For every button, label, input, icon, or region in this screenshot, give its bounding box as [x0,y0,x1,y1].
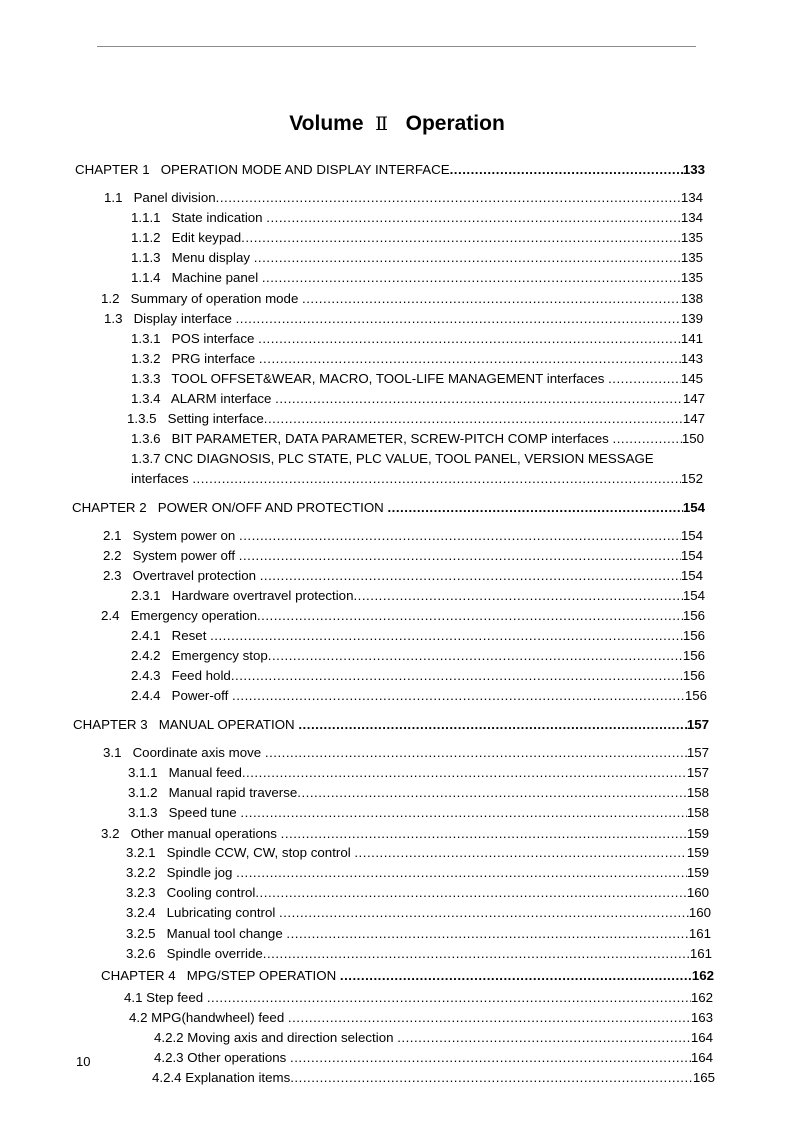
toc-entry-page: 157 [686,765,709,780]
toc-entry[interactable] [131,208,703,228]
toc-entry-page: 154 [682,588,705,603]
toc-leader-dots [397,1028,691,1048]
toc-entry[interactable] [103,566,703,586]
toc-entry[interactable] [131,586,705,606]
toc-entry-label: 1.3 Display interface [104,311,236,326]
toc-leader-dots [275,389,683,409]
toc-leader-dots [608,369,681,389]
toc-entry-label: 3.1.2 Manual rapid traverse [128,785,298,800]
toc-chapter-entry[interactable] [73,715,709,735]
toc-leader-dots [298,715,686,735]
toc-leader-dots [340,966,692,986]
toc-leader-dots [254,248,681,268]
toc-entry-label: 1.3.4 ALARM interface [131,391,276,406]
toc-entry-page: 158 [686,805,709,820]
page-number: 10 [76,1054,91,1069]
toc-entry-label: 2.4.2 Emergency stop [131,648,268,663]
toc-entry[interactable] [124,988,713,1008]
toc-entry-label: 2.4 Emergency operation [101,608,257,623]
toc-entry-page: 147 [682,411,705,426]
toc-entry[interactable] [131,228,703,248]
toc-chapter-entry[interactable] [72,498,705,518]
toc-leader-dots [290,1048,691,1068]
toc-entry-page: 152 [680,471,703,486]
toc-leader-dots [290,1068,693,1088]
toc-entry-page: 147 [682,391,705,406]
toc-entry-page: 160 [686,885,709,900]
toc-entry-page: 157 [686,745,709,760]
toc-entry-label: 1.3.5 Setting interface [127,411,264,426]
toc-leader-dots [258,329,681,349]
toc-entry[interactable] [131,268,703,288]
toc-entry-page: 145 [680,371,703,386]
toc-entry[interactable] [131,429,704,449]
toc-entry[interactable] [103,526,703,546]
toc-chapter-entry[interactable] [101,966,714,986]
toc-entry-page: 138 [680,291,703,306]
toc-entry-page: 135 [680,230,703,245]
toc-entry-page: 156 [682,648,705,663]
toc-leader-dots [264,409,683,429]
toc-entry-label: 2.4.4 Power-off [131,688,233,703]
header-rule [97,46,696,47]
toc-leader-dots [262,268,681,288]
toc-entry-label: 2.3.1 Hardware overtravel protection [131,588,354,603]
toc-chapter-entry[interactable] [75,160,705,180]
toc-entry[interactable] [131,248,703,268]
toc-leader-dots [613,429,682,449]
toc-entry-label: 4.1 Step feed [124,990,207,1005]
toc-entry-label: CHAPTER 1 OPERATION MODE AND DISPLAY INTERFACE [75,162,450,177]
toc-entry-page: 139 [680,311,703,326]
toc-entry[interactable] [103,743,709,763]
toc-entry[interactable] [131,329,703,349]
toc-entry-page: 165 [692,1070,715,1085]
toc-entry-label: 3.2.3 Cooling control [126,885,256,900]
toc-entry-label: 1.1.1 State indication [131,210,267,225]
toc-entry-label: CHAPTER 2 POWER ON/OFF AND PROTECTION [72,500,388,515]
toc-leader-dots [239,546,681,566]
toc-entry-label: 1.3.1 POS interface [131,331,259,346]
toc-leader-dots [207,988,691,1008]
toc-entry-label: 2.1 System power on [103,528,239,543]
toc-entry[interactable] [131,469,703,489]
toc-entry[interactable] [131,349,703,369]
toc-entry-page: 157 [686,717,709,732]
toc-leader-dots [241,228,681,248]
toc-leader-dots [232,686,685,706]
toc-entry-page: 141 [680,331,703,346]
toc-entry-page: 135 [680,250,703,265]
toc-entry-label: 4.2.4 Explanation items [152,1070,291,1085]
toc-leader-dots [265,743,687,763]
toc-entry-page: 134 [680,190,703,205]
toc-entry-label: 3.2.1 Spindle CCW, CW, stop control [126,845,355,860]
toc-entry-page: 156 [682,608,705,623]
toc-entry[interactable] [128,783,709,803]
toc-line: 1.3.7 CNC DIAGNOSIS, PLC STATE, PLC VALUE, TOOL PANEL, VERSION MESSAGE [131,451,654,466]
toc-entry-label: 1.1.3 Menu display [131,250,254,265]
toc-entry-page: 162 [690,990,713,1005]
toc-entry-page: 154 [680,528,703,543]
toc-leader-dots [257,606,683,626]
toc-leader-dots [450,160,683,180]
toc-leader-dots [260,566,681,586]
title-operation: Operation [405,112,505,135]
toc-entry-label: 2.3 Overtravel protection [103,568,260,583]
toc-leader-dots [297,783,687,803]
toc-leader-dots [279,903,689,923]
toc-entry-page: 134 [680,210,703,225]
toc-entry-label: 2.4.3 Feed hold [131,668,231,683]
toc-leader-dots [192,469,680,489]
toc-leader-dots [242,763,687,783]
toc-entry[interactable] [101,606,705,626]
title-volume: Volume [289,112,364,135]
toc-leader-dots [239,526,681,546]
toc-entry-page: 143 [680,351,703,366]
toc-entry-page: 164 [690,1030,713,1045]
toc-leader-dots [240,803,686,823]
toc-entry-label: 3.1.3 Speed tune [128,805,241,820]
toc-entry[interactable] [104,309,703,329]
toc-entry[interactable] [126,903,711,923]
toc-entry[interactable] [128,763,709,783]
toc-entry-label: 3.2 Other manual operations [101,826,281,841]
toc-entry[interactable] [126,843,709,863]
toc-leader-dots [302,289,681,309]
toc-entry[interactable] [129,1008,713,1028]
toc-entry-page: 161 [688,926,711,941]
toc-entry-page: 156 [684,688,707,703]
toc-entry-label: CHAPTER 3 MANUAL OPERATION [73,717,299,732]
toc-entry-label: 1.2 Summary of operation mode [101,291,303,306]
toc-entry-page: 154 [682,500,705,515]
toc-leader-dots [236,309,681,329]
toc-leader-dots [353,586,682,606]
toc-leader-dots [216,188,681,208]
toc-entry-label: 1.1 Panel division [104,190,216,205]
toc-entry-page: 163 [690,1010,713,1025]
toc-leader-dots [354,843,686,863]
toc-entry-label: 1.3.3 TOOL OFFSET&WEAR, MACRO, TOOL-LIFE MANAGEMENT interfaces [131,371,609,386]
toc-leader-dots [281,824,687,844]
toc-entry[interactable] [131,389,705,409]
toc-entry-page: 156 [682,628,705,643]
toc-entry-page: 158 [686,785,709,800]
toc-leader-dots [263,944,690,964]
toc-entry-label: 3.1.1 Manual feed [128,765,242,780]
toc-entry-label: 3.2.5 Manual tool change [126,926,287,941]
page-title [0,112,794,136]
toc-leader-dots [288,1008,691,1028]
toc-entry-label: 4.2.2 Moving axis and direction selection [154,1030,398,1045]
toc-entry[interactable] [104,188,703,208]
toc-entry-page: 160 [688,905,711,920]
toc-entry-label: 2.2 System power off [103,548,239,563]
toc-entry-label: 3.1 Coordinate axis move [103,745,265,760]
toc-entry[interactable] [127,409,705,429]
toc-entry-page: 159 [686,845,709,860]
toc-entry[interactable] [101,824,709,844]
toc-leader-dots [266,208,681,228]
toc-entry-page: 162 [691,968,714,983]
toc-entry-label: 3.2.4 Lubricating control [126,905,280,920]
toc-entry[interactable] [131,646,705,666]
toc-leader-dots [231,666,683,686]
toc-entry-page: 161 [689,946,712,961]
toc-leader-dots [259,349,681,369]
toc-entry-label: 4.2 MPG(handwheel) feed [129,1010,288,1025]
toc-entry-label: CHAPTER 4 MPG/STEP OPERATION [101,968,340,983]
toc-entry[interactable] [103,546,703,566]
toc-entry-label: interfaces [131,471,193,486]
toc-entry[interactable] [131,369,703,389]
toc-leader-dots [286,924,688,944]
toc-entry-label: 2.4.1 Reset [131,628,211,643]
toc-entry-label: 1.1.2 Edit keypad [131,230,242,245]
toc-entry-page: 133 [682,162,705,177]
toc-leader-dots [268,646,683,666]
toc-entry-label: 3.2.2 Spindle jog [126,865,237,880]
toc-entry-page: 159 [686,826,709,841]
toc-entry[interactable] [131,666,705,686]
toc-entry-page: 154 [680,548,703,563]
toc-leader-dots [387,498,682,518]
toc-entry-label: 4.2.3 Other operations [154,1050,291,1065]
toc-leader-dots [210,626,683,646]
title-roman-numeral: Ⅱ [375,113,389,135]
toc-entry-label: 3.2.6 Spindle override [126,946,263,961]
toc-entry[interactable] [152,1068,715,1088]
toc-entry-page: 135 [680,270,703,285]
toc-entry[interactable] [126,944,712,964]
toc-leader-dots [255,883,686,903]
toc-entry-page: 156 [682,668,705,683]
toc-entry-page: 154 [680,568,703,583]
toc-entry[interactable] [154,1048,713,1068]
toc-entry[interactable] [131,626,705,646]
toc-entry-page: 159 [686,865,709,880]
toc-entry-label: 1.3.2 PRG interface [131,351,259,366]
toc-entry-page: 164 [690,1050,713,1065]
toc-entry[interactable] [126,883,709,903]
toc-entry[interactable] [128,803,709,823]
toc-entry-label: 1.1.4 Machine panel [131,270,262,285]
toc-leader-dots [236,863,687,883]
toc-entry[interactable] [101,289,703,309]
toc-entry-page: 150 [681,431,704,446]
toc-entry-label: 1.3.6 BIT PARAMETER, DATA PARAMETER, SCREW-PITCH COMP interfaces [131,431,613,446]
toc-entry[interactable] [126,924,711,944]
toc-entry[interactable] [126,863,709,883]
toc-entry[interactable] [131,686,707,706]
toc-entry[interactable] [154,1028,713,1048]
